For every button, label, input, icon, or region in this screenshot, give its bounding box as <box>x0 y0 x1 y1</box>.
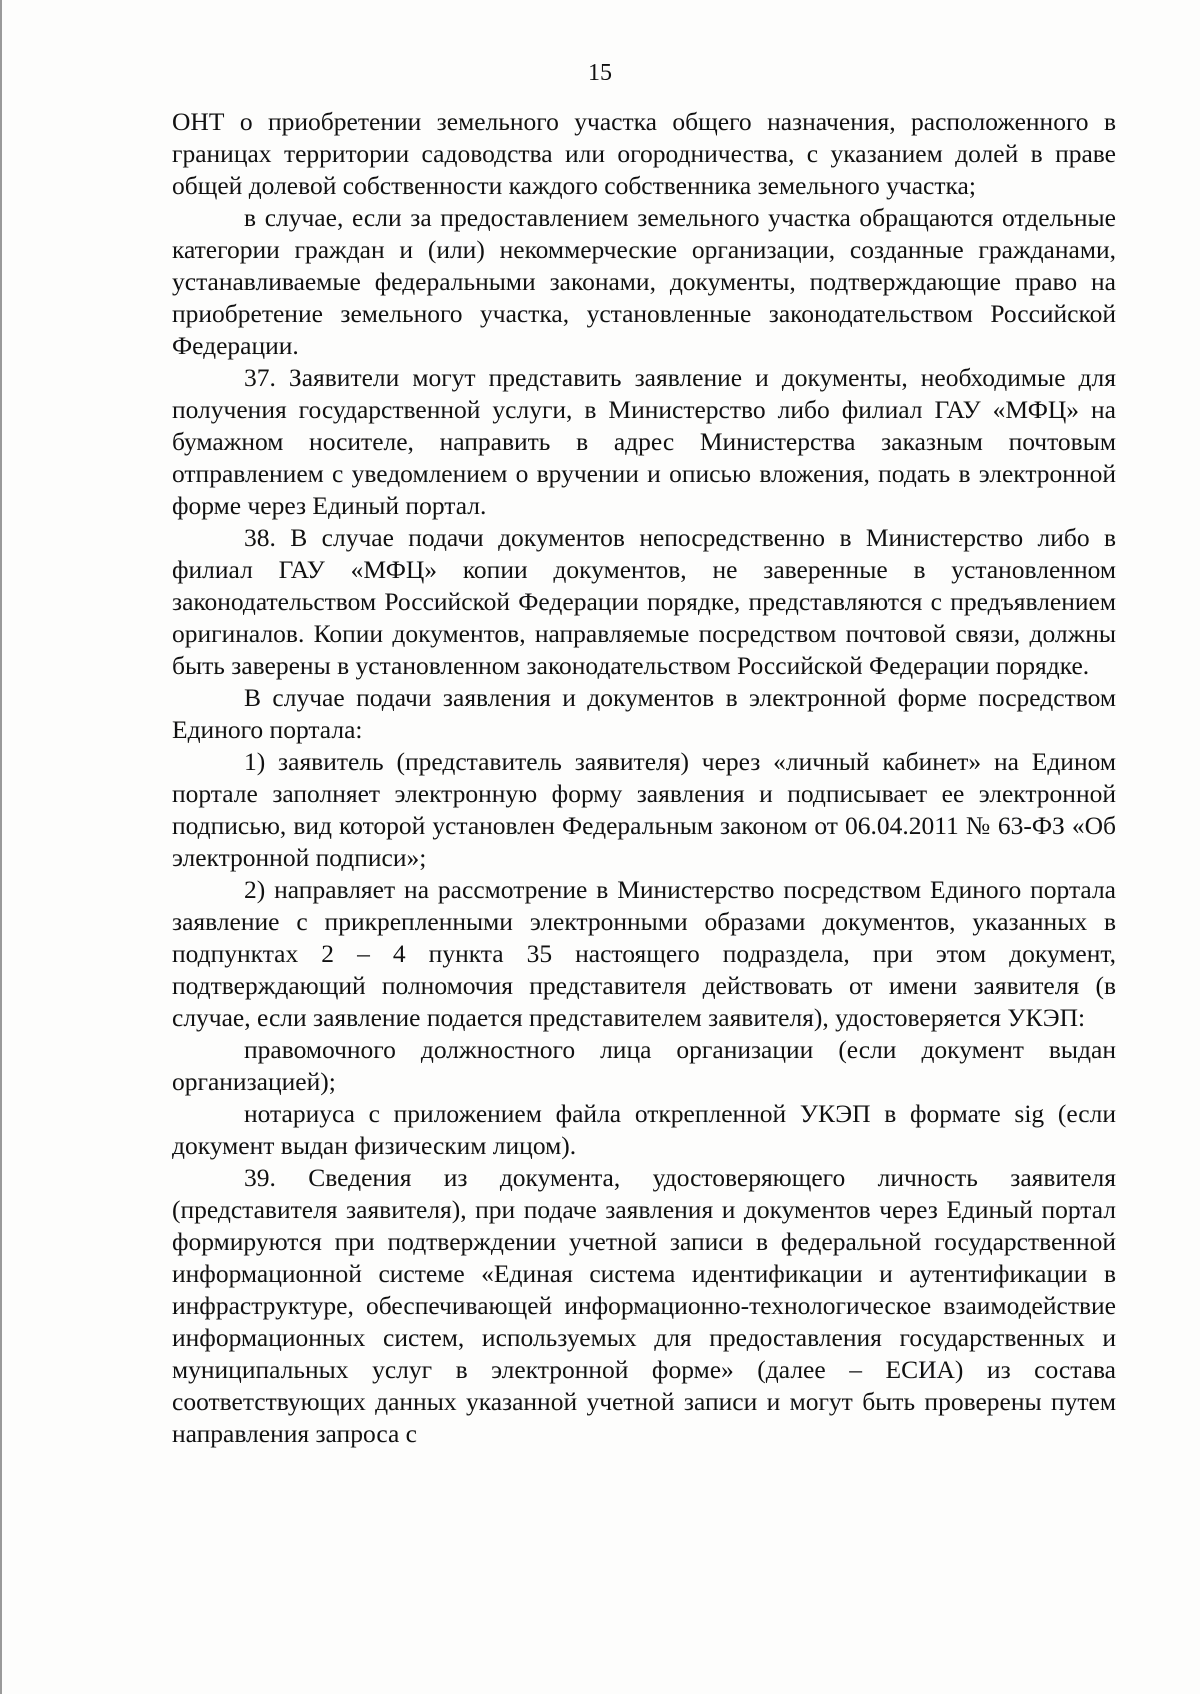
paragraph-38: 38. В случае подачи документов непосредственно в Министерство либо в филиал ГАУ «МФЦ» копии документов, не заверенные в установленном законодательством Российской Федерации порядке, представляются с предъявлением оригиналов. Копии документов, направляемые посредством почтовой связи, должны быть заверены в установленном законодательством Российской Федерации порядке. <box>172 523 1116 680</box>
paragraph-continuation: ОНТ о приобретении земельного участка общего назначения, расположенного в границах территории садоводства или огородничества, с указанием долей в праве общей долевой собственности каждого собственника земельного участка; <box>172 107 1116 200</box>
paragraph-official: правомочного должностного лица организации (если документ выдан организацией); <box>172 1035 1116 1096</box>
scan-edge-line <box>0 0 2 1694</box>
paragraph-electronic-submission: В случае подачи заявления и документов в электронной форме посредством Единого портала: <box>172 683 1116 744</box>
paragraph-37: 37. Заявители могут представить заявление и документы, необходимые для получения государственной услуги, в Министерство либо филиал ГАУ «МФЦ» на бумажном носителе, направить в адрес Министерства заказным почтовым отправлением с уведомлением о вручении и описью вложения, подать в электронной форме через Единый портал. <box>172 363 1116 520</box>
page-number: 15 <box>588 60 612 86</box>
paragraph-39: 39. Сведения из документа, удостоверяющего личность заявителя (представителя заявителя), при подаче заявления и документов через Единый портал формируются при подтверждении учетной записи в федеральной государственной информационной системе «Единая система идентификации и аутентификации в инфраструктуре, обеспечивающей информационно-технологическое взаимодействие информационных систем, используемых для предоставления государственных и муниципальных услуг в электронной форме» (далее – ЕСИА) из состава соответствующих данных указанной учетной записи и могут быть проверены путем направления запроса с <box>172 1163 1116 1448</box>
paragraph-special-categories: в случае, если за предоставлением земельного участка обращаются отдельные категории граждан и (или) некоммерческие организации, созданные гражданами, устанавливаемые федеральными законами, документы, подтверждающие право на приобретение земельного участка, установленные законодательством Российской Федерации. <box>172 203 1116 360</box>
paragraph-subitem-2: 2) направляет на рассмотрение в Министерство посредством Единого портала заявление с прикрепленными электронными образами документов, указанных в подпунктах 2 – 4 пункта 35 настоящего подраздела, при этом документ, подтверждающий полномочия представителя действовать от имени заявителя (в случае, если заявление подается представителем заявителя), удостоверяется УКЭП: <box>172 875 1116 1032</box>
paragraph-subitem-1: 1) заявитель (представитель заявителя) через «личный кабинет» на Едином портале заполняет электронную форму заявления и подписывает ее электронной подписью, вид которой установлен Федеральным законом от 06.04.2011 № 63-ФЗ «Об электронной подписи»; <box>172 747 1116 872</box>
document-body <box>172 106 1116 1450</box>
paragraph-notary: нотариуса с приложением файла открепленной УКЭП в формате sig (если документ выдан физическим лицом). <box>172 1099 1116 1160</box>
